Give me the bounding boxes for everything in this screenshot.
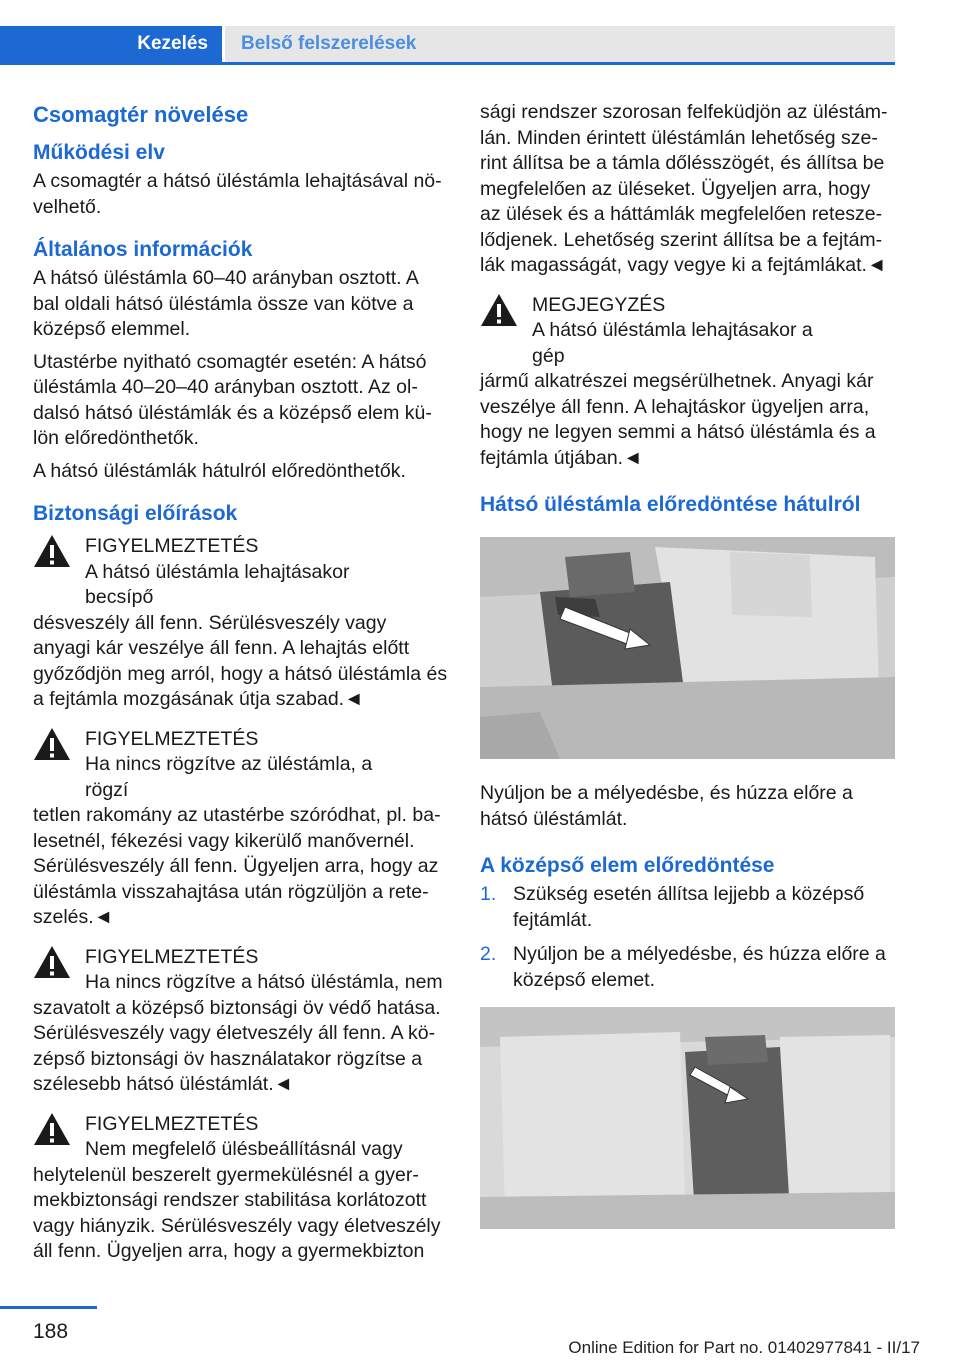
step-number: 2. (480, 943, 497, 965)
warning-text-rest: szavatolt a középső biztonsági öv védő hatása. Sérülésveszély vagy életveszély áll fenn. A középső biztonsági öv használatakor rögzítse a szélesebb hátsó üléstámlát.◄ (33, 996, 441, 1095)
warning-triangle-icon (33, 945, 71, 979)
section-title: Csomagtér növelése (33, 102, 249, 127)
steps-list (480, 882, 895, 993)
tab-belso-felszerelesek[interactable]: Belső felszerelések (225, 26, 895, 62)
warning-triangle-icon (33, 1112, 71, 1146)
warning-text-first: Ha nincs rögzítve a hátsó üléstámla, nem (85, 971, 443, 993)
warning-block (33, 945, 448, 1098)
warning-text-first: Ha nincs rögzítve az üléstámla, a rögzí (85, 753, 373, 801)
note-title: MEGJEGYZÉS (532, 293, 666, 316)
middle-element-photo (480, 1007, 895, 1229)
warning-text-rest: helytelenül beszerelt gyermekülésnél a gyermekbiztonsági rendszer stabilitása korlátozott vagy hiányzik. Sérülésveszély vagy életveszély áll fenn. Ügyeljen arra, hogy a gyermekbizton (33, 1163, 441, 1262)
tab-kezeles[interactable]: Kezelés (0, 26, 222, 62)
footer-divider (0, 1306, 97, 1309)
list-item (480, 882, 895, 933)
general-paragraph-3: A hátsó üléstámlák hátulról előredönthetők. (33, 459, 406, 482)
warning-title: FIGYELMEZTETÉS (85, 945, 259, 968)
right-column (480, 100, 895, 1251)
warning-triangle-icon (480, 293, 518, 327)
warning-title: FIGYELMEZTETÉS (85, 727, 259, 750)
principle-text: A csomagtér a hátsó üléstámla lehajtásával növelhető. (33, 170, 442, 218)
left-column (33, 100, 448, 1279)
fold-text: Nyúljon be a mélyedésbe, és húzza előre a hátsó üléstámlát. (480, 782, 853, 830)
warning-block (33, 1112, 448, 1265)
general-paragraph-1: A hátsó üléstámla 60–40 arányban osztott. A bal oldali hátsó üléstámla össze van kötve a középső elemmel. (33, 267, 418, 340)
note-text-first: A hátsó üléstámla lehajtásakor a gép (532, 319, 813, 367)
warning-triangle-icon (33, 727, 71, 761)
warning-text-rest: tetlen rakomány az utastérbe szóródhat, pl. balesetnél, fékezési vagy kikerülő manővernél. Sérülésveszély áll fenn. Ügyeljen arra, hogy az üléstámla visszahajtása után rögzüljön a reteszelés.◄ (33, 804, 441, 928)
safety-heading: Biztonsági előírások (33, 502, 238, 525)
continued-text: sági rendszer szorosan felfeküdjön az üléstámlán. Minden érintett üléstámlán lehetőség szerint állítsa be a támla dőlésszögét, és állítsa be megfelelően az üléseket. Ügyeljen arra, hogy az ülések és a háttámlák megfelelően reteszelődjenek. Lehetőség szerint állítsa be a fejtámlák magasságát, vagy vegye ki a fejtámlákat.◄ (480, 101, 888, 276)
warning-triangle-icon (33, 534, 71, 568)
general-paragraph-2: Utastérbe nyitható csomagtér esetén: A hátsó üléstámla 40–20–40 arányban osztott. Az oldalsó hátsó üléstámlák és a középső elem külön előredönthetők. (33, 350, 432, 449)
warning-title: FIGYELMEZTETÉS (85, 1112, 259, 1135)
middle-element-illustration (480, 1007, 895, 1229)
general-heading: Általános információk (33, 238, 253, 261)
step-number: 1. (480, 883, 497, 905)
note-block (480, 293, 895, 472)
warning-block (33, 727, 448, 931)
page-number: 188 (33, 1320, 69, 1343)
principle-heading: Működési elv (33, 141, 165, 164)
note-text-rest: jármű alkatrészei megsérülhetnek. Anyagi kár veszélye áll fenn. A lehajtáskor ügyeljen arra, hogy ne legyen semmi a hátsó üléstámla és a fejtámla útjában.◄ (480, 370, 876, 469)
rear-seat-illustration (480, 537, 895, 759)
warning-text-first: A hátsó üléstámla lehajtásakor becsípő (85, 560, 350, 608)
edition-text: Online Edition for Part no. 01402977841 - II/17 (568, 1338, 920, 1357)
warning-text-rest: désveszély áll fenn. Sérülésveszély vagy anyagi kár veszélye áll fenn. A lehajtás előtt győződjön meg arról, hogy a hátsó üléstámla és a fejtámla mozgásának útja szabad.◄ (33, 611, 448, 710)
step-text: Szükség esetén állítsa lejjebb a középső fejtámlát. (513, 883, 865, 931)
list-item (480, 942, 895, 993)
step-text: Nyúljon be a mélyedésbe, és húzza előre a középső elemet. (513, 943, 886, 991)
header-divider (0, 62, 895, 65)
warning-title: FIGYELMEZTETÉS (85, 535, 259, 557)
warning-block (33, 534, 448, 713)
rear-seat-fold-photo (480, 537, 895, 759)
fold-heading: Hátsó üléstámla előredöntése hátulról (480, 493, 861, 516)
middle-heading: A középső elem előredöntése (480, 854, 775, 877)
warning-text-first: Nem megfelelő ülésbeállításnál vagy (85, 1138, 403, 1160)
